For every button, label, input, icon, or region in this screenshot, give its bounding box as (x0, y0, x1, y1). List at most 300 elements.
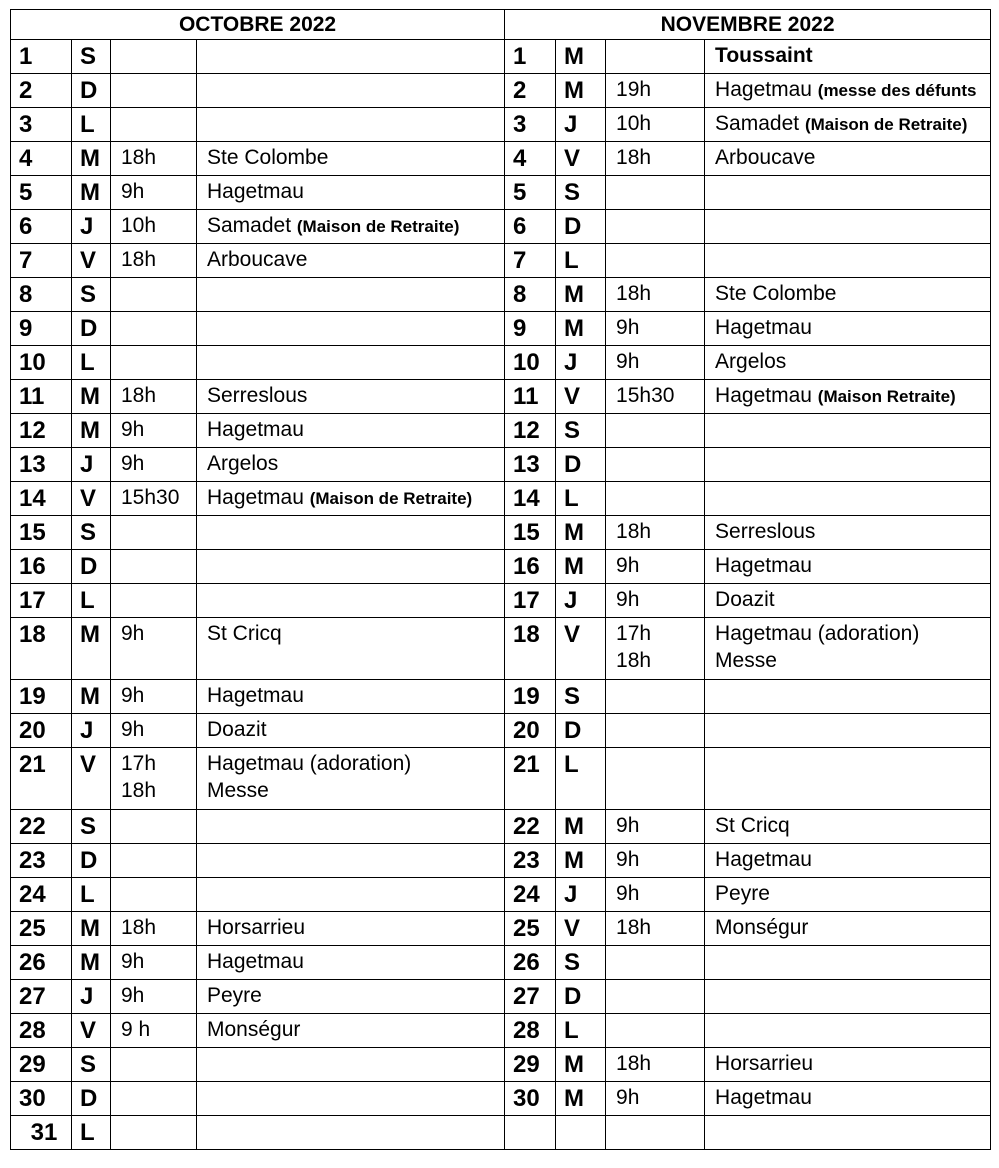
mass-location-cell (705, 810, 991, 844)
mass-time: 9h (616, 848, 640, 871)
mass-time-cell (111, 244, 197, 278)
weekday-letter: V (72, 244, 111, 278)
day-number: 31 (11, 1116, 72, 1150)
day-number: 4 (505, 142, 556, 176)
weekday-letter: L (556, 1014, 606, 1048)
weekday-letter: S (556, 176, 606, 210)
mass-location-cell (197, 346, 505, 380)
mass-time: 9 h (121, 1018, 151, 1041)
location-name: Serreslous (715, 520, 816, 543)
weekday-letter: M (556, 40, 606, 74)
mass-location (207, 212, 504, 240)
location-name: Ste Colombe (207, 146, 329, 169)
weekday-letter: M (556, 1048, 606, 1082)
day-number: 1 (11, 40, 72, 74)
day-number: 21 (505, 748, 556, 810)
mass-location (207, 1016, 504, 1043)
mass-time: 18h (121, 779, 157, 802)
mass-time: 9h (616, 814, 640, 837)
mass-location-cell (197, 312, 505, 346)
mass-location (715, 620, 990, 647)
location-note: (Maison de Retraite) (804, 115, 968, 134)
mass-location (715, 647, 990, 674)
mass-location-cell (705, 346, 991, 380)
mass-time: 9h (121, 950, 145, 973)
weekday-letter: M (72, 912, 111, 946)
mass-time: 18h (616, 146, 652, 169)
mass-time-cell (606, 912, 705, 946)
location-name: Arboucave (207, 248, 308, 271)
day-row (11, 142, 991, 176)
day-row (11, 1116, 991, 1150)
location-name: Hagetmau (207, 486, 310, 509)
mass-location (207, 178, 504, 205)
day-number: 16 (505, 550, 556, 584)
weekday-letter: V (72, 1014, 111, 1048)
mass-location-cell (705, 1014, 991, 1048)
mass-time-cell (111, 516, 197, 550)
mass-location-cell (197, 482, 505, 516)
mass-time: 17h (616, 622, 652, 645)
location-name: Hagetmau (715, 848, 812, 871)
weekday-letter: M (556, 550, 606, 584)
mass-time-cell (111, 108, 197, 142)
day-number: 17 (11, 584, 72, 618)
feast-day-label: Toussaint (715, 44, 813, 67)
location-name: Horsarrieu (207, 916, 306, 939)
mass-location-cell (197, 516, 505, 550)
day-row (11, 176, 991, 210)
weekday-letter: L (556, 482, 606, 516)
mass-time: 9h (121, 984, 145, 1007)
mass-location-cell (705, 380, 991, 414)
day-number: 30 (505, 1082, 556, 1116)
location-name: Hagetmau (715, 554, 812, 577)
day-number: 22 (505, 810, 556, 844)
day-row (11, 346, 991, 380)
day-row (11, 516, 991, 550)
weekday-letter: M (556, 516, 606, 550)
mass-time-cell (111, 142, 197, 176)
mass-location (715, 1050, 990, 1077)
mass-location-cell (705, 878, 991, 912)
day-number: 5 (11, 176, 72, 210)
mass-location (715, 846, 990, 873)
mass-time-cell (606, 810, 705, 844)
mass-location-cell (705, 278, 991, 312)
mass-time: 9h (121, 418, 145, 441)
mass-schedule-table (10, 9, 991, 1150)
day-row (11, 448, 991, 482)
location-name: Ste Colombe (715, 282, 837, 305)
location-note: (messe des défunts (817, 81, 977, 100)
mass-location-cell (705, 748, 991, 810)
weekday-letter: S (72, 810, 111, 844)
mass-time: 15h30 (616, 384, 675, 407)
weekday-letter: S (72, 40, 111, 74)
calendar-document (10, 9, 990, 1150)
weekday-letter: M (72, 680, 111, 714)
mass-time-cell (606, 278, 705, 312)
mass-location (207, 246, 504, 273)
weekday-letter: L (72, 108, 111, 142)
mass-time-cell (606, 108, 705, 142)
mass-time: 9h (121, 622, 145, 645)
mass-time-cell (606, 1116, 705, 1150)
mass-location-cell (705, 516, 991, 550)
mass-time: 9h (616, 350, 640, 373)
day-number: 3 (505, 108, 556, 142)
weekday-letter: S (556, 946, 606, 980)
location-name: Serreslous (207, 384, 308, 407)
weekday-letter: J (556, 108, 606, 142)
day-number: 20 (505, 714, 556, 748)
day-row (11, 748, 991, 810)
mass-time-cell (606, 680, 705, 714)
mass-location (207, 982, 504, 1009)
mass-location (715, 812, 990, 839)
mass-location-cell (705, 946, 991, 980)
location-name: Hagetmau (715, 1086, 812, 1109)
mass-location-cell (197, 142, 505, 176)
mass-time-cell (111, 414, 197, 448)
weekday-letter: M (556, 1082, 606, 1116)
location-name: Hagetmau (715, 384, 818, 407)
day-number: 13 (505, 448, 556, 482)
mass-time-cell (606, 74, 705, 108)
mass-location-cell (705, 1116, 991, 1150)
day-number: 18 (11, 618, 72, 680)
mass-location (207, 620, 504, 647)
mass-time: 10h (616, 112, 652, 135)
day-row (11, 1048, 991, 1082)
mass-time-cell (606, 844, 705, 878)
day-row (11, 878, 991, 912)
day-row (11, 244, 991, 278)
day-row (11, 278, 991, 312)
day-row (11, 584, 991, 618)
mass-time-cell (606, 346, 705, 380)
day-number: 5 (505, 176, 556, 210)
mass-time-cell (606, 714, 705, 748)
day-number: 10 (505, 346, 556, 380)
day-number: 29 (505, 1048, 556, 1082)
day-number: 8 (11, 278, 72, 312)
mass-location-cell (705, 1048, 991, 1082)
mass-time: 9h (121, 684, 145, 707)
weekday-letter: D (556, 980, 606, 1014)
mass-time: 9h (616, 1086, 640, 1109)
location-name: Hagetmau (715, 316, 812, 339)
mass-location-cell (197, 414, 505, 448)
weekday-letter: J (72, 210, 111, 244)
mass-location-cell (197, 40, 505, 74)
day-number: 7 (505, 244, 556, 278)
day-row (11, 980, 991, 1014)
day-number: 11 (11, 380, 72, 414)
weekday-letter: D (72, 844, 111, 878)
location-name: Peyre (207, 984, 262, 1007)
day-number: 15 (505, 516, 556, 550)
mass-time-cell (606, 550, 705, 584)
mass-location (715, 280, 990, 307)
day-row (11, 414, 991, 448)
mass-time: 9h (616, 588, 640, 611)
weekday-letter: D (72, 74, 111, 108)
mass-time-cell (606, 380, 705, 414)
mass-time-cell (606, 584, 705, 618)
day-number: 24 (505, 878, 556, 912)
mass-location-cell (197, 1082, 505, 1116)
mass-time: 18h (121, 146, 157, 169)
day-row (11, 482, 991, 516)
day-number: 2 (505, 74, 556, 108)
mass-time: 18h (121, 916, 157, 939)
mass-time: 10h (121, 214, 157, 237)
day-number: 26 (11, 946, 72, 980)
day-row (11, 810, 991, 844)
day-number: 23 (505, 844, 556, 878)
mass-location (715, 110, 990, 138)
mass-location-cell (197, 748, 505, 810)
day-row (11, 1082, 991, 1116)
weekday-letter: V (72, 482, 111, 516)
mass-location (715, 518, 990, 545)
mass-location-cell (197, 810, 505, 844)
mass-time-cell (111, 1014, 197, 1048)
mass-time-cell (111, 312, 197, 346)
mass-location (207, 682, 504, 709)
location-name: Arboucave (715, 146, 816, 169)
mass-location-cell (705, 1082, 991, 1116)
mass-time-cell (606, 40, 705, 74)
mass-location-cell (705, 210, 991, 244)
mass-time: 9h (616, 316, 640, 339)
mass-time: 19h (616, 78, 652, 101)
day-number: 29 (11, 1048, 72, 1082)
mass-location-cell (197, 912, 505, 946)
mass-location-cell (197, 714, 505, 748)
mass-time-cell (111, 346, 197, 380)
day-row (11, 680, 991, 714)
day-number: 12 (11, 414, 72, 448)
day-number: 9 (505, 312, 556, 346)
mass-location-cell (705, 618, 991, 680)
mass-time: 15h30 (121, 486, 180, 509)
day-number: 27 (11, 980, 72, 1014)
location-name: Messe (715, 649, 777, 672)
location-note: (Maison Retraite) (817, 387, 956, 406)
mass-time-cell (606, 516, 705, 550)
mass-time-cell (606, 618, 705, 680)
location-name: Monségur (207, 1018, 301, 1041)
day-row (11, 40, 991, 74)
mass-time-cell (111, 278, 197, 312)
location-name: Hagetmau (adoration) (207, 752, 412, 775)
day-number: 6 (11, 210, 72, 244)
mass-time: 18h (121, 384, 157, 407)
mass-location-cell (705, 312, 991, 346)
day-number: 7 (11, 244, 72, 278)
mass-time: 9h (121, 180, 145, 203)
mass-time-cell (606, 176, 705, 210)
weekday-letter: V (556, 618, 606, 680)
day-number: 19 (11, 680, 72, 714)
mass-time-cell (111, 748, 197, 810)
mass-location-cell (705, 912, 991, 946)
weekday-letter: M (72, 380, 111, 414)
location-name: Doazit (207, 718, 267, 741)
month-header-row (11, 10, 991, 40)
weekday-letter: J (72, 980, 111, 1014)
mass-location-cell (197, 244, 505, 278)
day-row (11, 74, 991, 108)
day-row (11, 946, 991, 980)
weekday-letter: M (556, 312, 606, 346)
weekday-letter: D (72, 312, 111, 346)
day-number: 21 (11, 748, 72, 810)
location-name: Horsarrieu (715, 1052, 814, 1075)
weekday-letter: L (556, 244, 606, 278)
mass-location-cell (705, 74, 991, 108)
mass-location (715, 348, 990, 375)
location-name: Hagetmau (207, 180, 304, 203)
mass-time-cell (111, 810, 197, 844)
location-name: Hagetmau (715, 78, 818, 101)
location-name: Hagetmau (207, 684, 304, 707)
weekday-letter: M (556, 278, 606, 312)
day-row (11, 714, 991, 748)
mass-location-cell (705, 482, 991, 516)
day-row (11, 912, 991, 946)
mass-time-cell (606, 244, 705, 278)
day-row (11, 844, 991, 878)
mass-location-cell (197, 584, 505, 618)
mass-time-cell (606, 1082, 705, 1116)
mass-location-cell (197, 108, 505, 142)
mass-time-cell (111, 618, 197, 680)
mass-location-cell (705, 448, 991, 482)
mass-time: 9h (616, 882, 640, 905)
location-name: Hagetmau (adoration) (715, 622, 920, 645)
month-title-november: NOVEMBRE 2022 (505, 10, 991, 40)
mass-time: 17h (121, 752, 157, 775)
day-number: 28 (11, 1014, 72, 1048)
mass-location-cell (705, 244, 991, 278)
day-number: 15 (11, 516, 72, 550)
mass-time-cell (606, 482, 705, 516)
weekday-letter: L (72, 878, 111, 912)
mass-location-cell (197, 980, 505, 1014)
mass-location-cell (705, 414, 991, 448)
day-number: 25 (11, 912, 72, 946)
mass-time-cell (606, 448, 705, 482)
mass-time-cell (606, 946, 705, 980)
day-number: 26 (505, 946, 556, 980)
day-number: 18 (505, 618, 556, 680)
day-number: 1 (505, 40, 556, 74)
weekday-letter: J (72, 714, 111, 748)
mass-location (207, 382, 504, 409)
mass-location (715, 586, 990, 613)
weekday-letter: L (556, 748, 606, 810)
mass-location (207, 144, 504, 171)
weekday-letter: M (72, 618, 111, 680)
weekday-letter: J (556, 878, 606, 912)
weekday-letter: D (556, 714, 606, 748)
mass-location-cell (197, 210, 505, 244)
mass-location (207, 948, 504, 975)
mass-time: 18h (121, 248, 157, 271)
mass-time-cell (111, 1116, 197, 1150)
mass-location-cell (197, 550, 505, 584)
mass-time-cell (111, 714, 197, 748)
day-number: 16 (11, 550, 72, 584)
day-row (11, 312, 991, 346)
location-name: Samadet (207, 214, 297, 237)
day-number: 25 (505, 912, 556, 946)
weekday-letter: D (72, 1082, 111, 1116)
day-number: 3 (11, 108, 72, 142)
weekday-letter: S (556, 680, 606, 714)
mass-location-cell (197, 1014, 505, 1048)
mass-time: 18h (616, 1052, 652, 1075)
mass-location-cell (197, 1048, 505, 1082)
mass-time-cell (111, 1082, 197, 1116)
day-number: 2 (11, 74, 72, 108)
weekday-letter: M (556, 844, 606, 878)
mass-time-cell (606, 210, 705, 244)
weekday-letter: V (556, 912, 606, 946)
mass-location (715, 144, 990, 171)
mass-time-cell (111, 380, 197, 414)
day-number: 14 (505, 482, 556, 516)
mass-time-cell (111, 980, 197, 1014)
mass-location-cell (705, 680, 991, 714)
day-number: 20 (11, 714, 72, 748)
mass-location (715, 1084, 990, 1111)
weekday-letter: M (556, 74, 606, 108)
mass-time: 18h (616, 520, 652, 543)
mass-time-cell (111, 680, 197, 714)
day-number: 13 (11, 448, 72, 482)
weekday-letter: J (72, 448, 111, 482)
day-number (505, 1116, 556, 1150)
weekday-letter: S (556, 414, 606, 448)
mass-location (207, 716, 504, 743)
day-row (11, 210, 991, 244)
weekday-letter: M (556, 810, 606, 844)
day-number: 14 (11, 482, 72, 516)
mass-location (715, 880, 990, 907)
mass-time-cell (111, 584, 197, 618)
mass-time-cell (111, 176, 197, 210)
mass-location-cell (197, 946, 505, 980)
mass-location (207, 914, 504, 941)
mass-location (207, 450, 504, 477)
mass-time-cell (111, 912, 197, 946)
weekday-letter: D (556, 210, 606, 244)
location-name: Monségur (715, 916, 809, 939)
weekday-letter: J (556, 584, 606, 618)
mass-location-cell (197, 844, 505, 878)
location-note: (Maison de Retraite) (296, 217, 460, 236)
location-name: Samadet (715, 112, 805, 135)
mass-location-cell (705, 550, 991, 584)
mass-time-cell (111, 210, 197, 244)
weekday-letter: V (72, 748, 111, 810)
mass-location (207, 750, 504, 777)
